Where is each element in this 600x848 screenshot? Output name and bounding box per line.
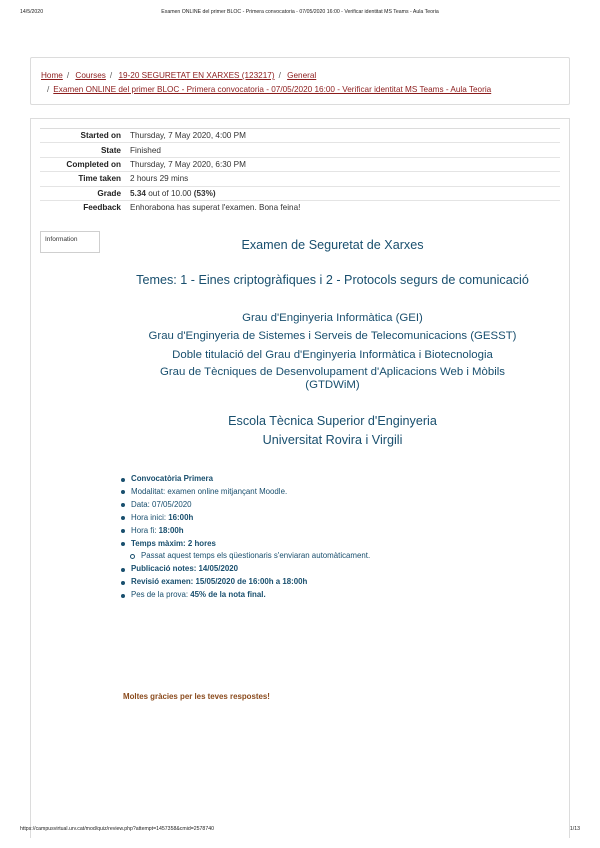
summary-label: Started on (80, 131, 121, 141)
print-footer (20, 826, 580, 836)
information-label: Information (45, 236, 78, 243)
bullet-icon (121, 568, 125, 572)
breadcrumb-separator: / (47, 85, 50, 94)
breadcrumb (30, 57, 570, 105)
circle-bullet-icon (130, 554, 135, 559)
degree-3: Doble titulació del Grau d'Enginyeria Informàtica i Biotecnologia (172, 348, 493, 361)
list-item (119, 589, 370, 602)
list-item (119, 499, 370, 512)
list-item (119, 512, 370, 525)
summary-value: Finished (130, 145, 161, 155)
bullet-icon (121, 581, 125, 585)
exam-topics: Temes: 1 - Eines criptogràfiques i 2 - Protocols segurs de comunicació (136, 273, 529, 287)
school-name: Escola Tècnica Superior d'Enginyeria (228, 414, 437, 429)
summary-value: 2 hours 29 mins (130, 174, 189, 184)
list-item (119, 563, 370, 576)
summary-label: Completed on (66, 159, 121, 169)
grade-value (121, 189, 216, 198)
summary-row-time (40, 171, 560, 185)
info-hora-fi-value: 18:00h (158, 525, 184, 535)
breadcrumb-separator: / (66, 71, 70, 80)
university-name: Universitat Rovira i Virgili (262, 432, 403, 447)
summary-row-grade (40, 186, 560, 200)
summary-label: Time taken (78, 174, 121, 184)
print-date: 14/5/2020 (20, 9, 44, 15)
breadcrumb-courses-link[interactable]: Courses (75, 71, 106, 80)
info-data: Data: 07/05/2020 (131, 499, 192, 509)
list-item (119, 576, 370, 589)
exam-title: Examen de Seguretat de Xarxes (241, 238, 424, 252)
breadcrumb-home-link[interactable]: Home (41, 71, 63, 80)
bullet-icon (121, 542, 125, 546)
info-temps-sub: Passat aquest temps els qüestionaris s'enviaran automàticament. (141, 551, 371, 561)
summary-value: Enhorabona has superat l'examen. Bona feina! (130, 203, 301, 213)
list-item (119, 538, 370, 551)
bullet-icon (121, 490, 125, 494)
info-publicacio: Publicació notes: 14/05/2020 (131, 564, 239, 574)
info-pes-label: Pes de la prova: (131, 590, 191, 600)
summary-value: Thursday, 7 May 2020, 6:30 PM (130, 159, 246, 169)
degree-1: Grau d'Enginyeria Informàtica (GEI) (242, 312, 423, 324)
bullet-icon (121, 503, 125, 507)
summary-value: Thursday, 7 May 2020, 4:00 PM (130, 131, 246, 141)
grade-max: 10.00 (170, 188, 192, 198)
info-hora-inici-label: Hora inici: (131, 512, 169, 522)
info-modalitat: Modalitat: examen online mitjançant Moodle. (131, 486, 288, 496)
print-header (20, 9, 580, 19)
breadcrumb-line-1 (41, 69, 559, 83)
info-convocatoria: Convocatòria Primera (131, 474, 214, 483)
summary-label: Feedback (83, 203, 121, 213)
info-hora-fi-label: Hora fi: (131, 525, 159, 535)
exam-description (105, 238, 560, 449)
breadcrumb-course-link[interactable]: 19-20 SEGURETAT EN XARXES (123217) (118, 71, 275, 80)
print-page-number: 1/13 (569, 826, 580, 832)
list-item (119, 525, 370, 538)
list-subitem (119, 550, 370, 563)
info-revisio: Revisió examen: 15/05/2020 de 16:00h a 18:00h (131, 577, 308, 587)
info-temps: Temps màxim: 2 hores (131, 538, 216, 548)
thanks-message: Moltes gràcies per les teves respostes! (123, 692, 270, 701)
breadcrumb-section-link[interactable]: General (287, 71, 317, 80)
summary-row-feedback (40, 200, 560, 214)
summary-row-completed (40, 157, 560, 171)
grade-score: 5.34 (130, 188, 146, 198)
breadcrumb-line-2 (41, 83, 559, 97)
print-url: https://campusvirtual.urv.cat/mod/quiz/review.php?attempt=1457358&cmid=2578740 (20, 826, 214, 832)
breadcrumb-quiz-link[interactable]: Examen ONLINE del primer BLOC - Primera convocatoria - 07/05/2020 16:00 - Verificar identitat MS Teams - Aula Teoria (53, 85, 492, 94)
info-hora-inici-value: 16:00h (168, 512, 194, 522)
bullet-icon (121, 594, 125, 598)
bullet-icon (121, 516, 125, 520)
grade-percent: (53%) (193, 188, 216, 198)
information-box (40, 231, 100, 253)
summary-label: State (100, 145, 121, 155)
print-title: Examen ONLINE del primer BLOC - Primera convocatoria - 07/05/2020 16:00 - Verificar identitat MS Teams - Aula Teoria (161, 9, 439, 15)
breadcrumb-separator: / (109, 71, 113, 80)
list-item (119, 473, 370, 486)
summary-label: Grade (97, 188, 121, 198)
summary-row-state (40, 142, 560, 156)
bullet-icon (121, 529, 125, 533)
bullet-icon (121, 478, 125, 482)
degree-2: Grau d'Enginyeria de Sistemes i Serveis de Telecomunicacions (GESST) (148, 330, 517, 343)
exam-info-list (119, 473, 370, 602)
grade-out-of: out of (145, 188, 171, 198)
breadcrumb-separator: / (278, 71, 281, 80)
list-item (119, 486, 370, 499)
summary-row-started (40, 128, 560, 142)
degree-4: Grau de Tècniques de Desenvolupament d'Aplicacions Web i Mòbils (GTDWiM) (160, 366, 505, 392)
quiz-summary-table (40, 128, 560, 214)
info-pes-value: 45% de la nota final. (190, 590, 266, 600)
